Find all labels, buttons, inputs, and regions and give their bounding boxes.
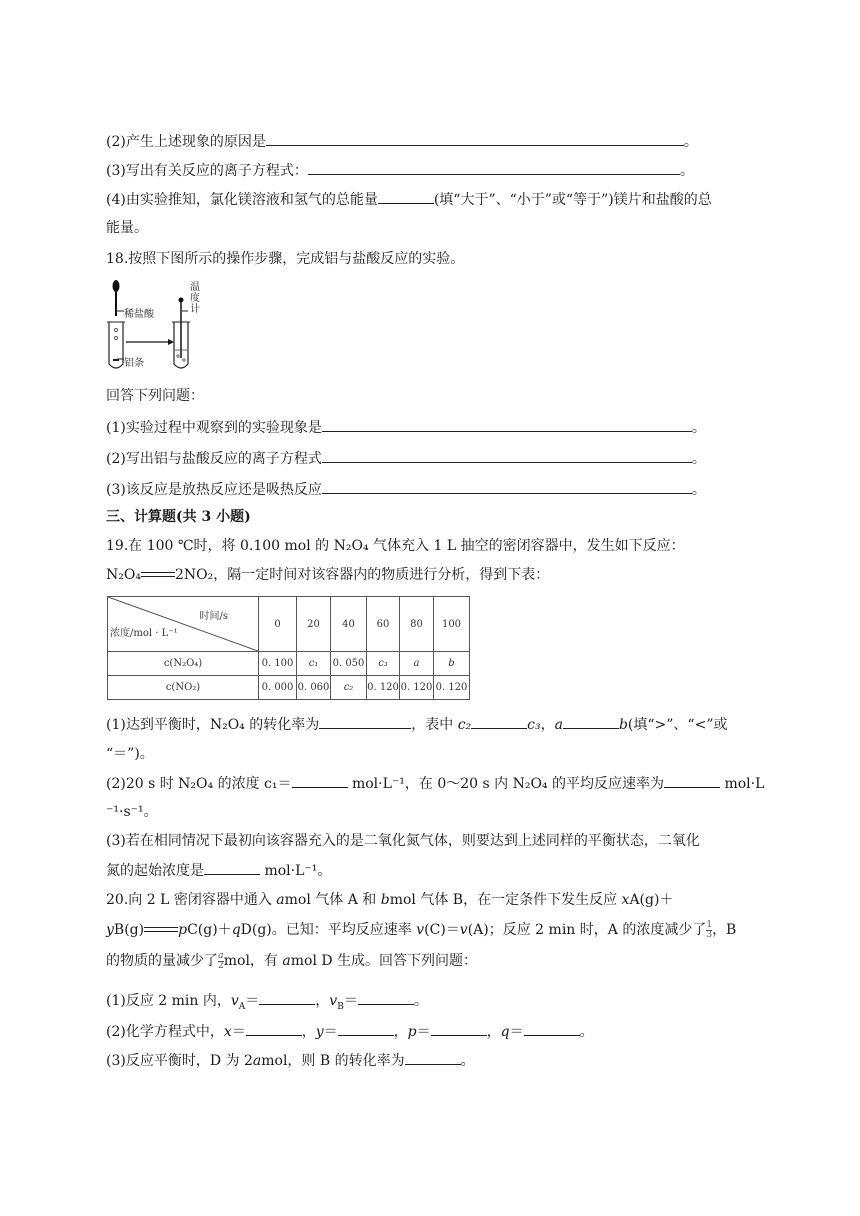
table-cell: a bbox=[400, 652, 434, 676]
q18-part2: (2)写出铝与盐酸反应的离子方程式 。 bbox=[106, 448, 706, 469]
q20-line3: 的物质的量减少了 $\frac{a}{2}$ mol，有 amol D 生成。回答下列问题： bbox=[106, 950, 478, 971]
table-cell: b bbox=[434, 652, 470, 676]
answer-blank[interactable] bbox=[259, 990, 315, 1005]
table-row bbox=[108, 676, 470, 700]
table-header-cell: 100 bbox=[434, 597, 470, 652]
q17-part2: (2)产生上述现象的原因是 。 bbox=[106, 131, 698, 152]
q19-part1: (1)达到平衡时，N₂O₄ 的转化率为 ，表中 c₂ c₃，a b(填“>”、“<”或 bbox=[106, 714, 727, 735]
answer-blank[interactable] bbox=[405, 1050, 461, 1065]
answer-blank[interactable] bbox=[664, 773, 720, 788]
answer-blank[interactable] bbox=[266, 131, 684, 146]
answer-blank[interactable] bbox=[524, 1021, 580, 1036]
answer-blank[interactable] bbox=[204, 860, 260, 875]
q18-part1: (1)实验过程中观察到的实验现象是 。 bbox=[106, 417, 706, 438]
answer-blank[interactable] bbox=[292, 773, 348, 788]
table-header-cell: 0 bbox=[259, 597, 297, 652]
fraction-a-over-2: $\frac{a}{2}$ bbox=[218, 950, 224, 971]
q17-part4-cont: 能量。 bbox=[106, 220, 148, 236]
answer-blank[interactable] bbox=[338, 1021, 394, 1036]
section-heading: 三、计算题(共 3 小题) bbox=[106, 509, 251, 525]
q20-part3: (3)反应平衡时，D 为 2amol，则 B 的转化率为 。 bbox=[106, 1050, 475, 1071]
q20-line2: yB(g) pC(g)＋qD(g)。已知：平均反应速率 v(C)＝v(A)；反应 2 min 时，A 的浓度减少了 $\frac{1}{3}$ ，B bbox=[106, 919, 737, 940]
answer-blank[interactable] bbox=[322, 448, 692, 463]
table-header-cell: 40 bbox=[331, 597, 367, 652]
table-cell: 0. 120 bbox=[400, 676, 434, 700]
answer-blank[interactable] bbox=[308, 160, 680, 175]
experiment-figure bbox=[104, 278, 204, 378]
table-cell: c₃ bbox=[367, 652, 400, 676]
table-cell: 0. 050 bbox=[331, 652, 367, 676]
answer-blank[interactable] bbox=[246, 1021, 302, 1036]
label-dilute-hcl: 稀盐酸 bbox=[124, 309, 154, 320]
q18-answer-prompt: 回答下列问题： bbox=[106, 388, 204, 404]
fraction-one-third: $\frac{1}{3}$ bbox=[706, 919, 713, 940]
header-time: 时间/s bbox=[199, 611, 228, 622]
answer-blank[interactable] bbox=[563, 714, 619, 729]
q19-part2: (2)20 s 时 N₂O₄ 的浓度 c₁＝ mol·L⁻¹，在 0～20 s 内 N₂O₄ 的平均反应速率为 mol·L bbox=[106, 773, 764, 794]
answer-blank[interactable] bbox=[319, 714, 411, 729]
label-thermometer: 温度计 bbox=[190, 282, 200, 315]
table-header-cell: 20 bbox=[297, 597, 331, 652]
table-cell: 0. 060 bbox=[297, 676, 331, 700]
q20-line1: 20.向 2 L 密闭容器中通入 amol 气体 A 和 bmol 气体 B，在一定条件下发生反应 xA(g)＋ bbox=[106, 892, 674, 908]
row-label: c(N₂O₄) bbox=[108, 652, 259, 676]
equilibrium-arrow-icon bbox=[144, 926, 178, 934]
header-concentration: 浓度/mol · L⁻¹ bbox=[110, 628, 178, 639]
q20-part1: (1)反应 2 min 内，$v_A=$ ，$v_B=$ 。 bbox=[106, 990, 428, 1011]
row-label: c(NO₂) bbox=[108, 676, 259, 700]
answer-blank[interactable] bbox=[471, 714, 527, 729]
data-table bbox=[107, 596, 470, 700]
q17-part4: (4)由实验推知，氯化镁溶液和氢气的总能量 (填“大于”、“小于”或“等于”)镁片和盐酸的总 bbox=[106, 189, 712, 210]
experiment-diagram bbox=[104, 278, 204, 378]
q17-part3: (3)写出有关反应的离子方程式： 。 bbox=[106, 160, 694, 181]
table-cell: 0. 120 bbox=[367, 676, 400, 700]
table-row bbox=[108, 652, 470, 676]
q19-line2: N₂O₄ 2NO₂，隔一定时间对该容器内的物质进行分析，得到下表： bbox=[106, 567, 550, 583]
table-corner-header bbox=[108, 597, 259, 652]
q19-part3: (3)若在相同情况下最初向该容器充入的是二氧化氮气体，则要达到上述同样的平衡状态，二氧化 bbox=[106, 833, 700, 849]
answer-blank[interactable] bbox=[322, 479, 692, 494]
table-header-cell: 80 bbox=[400, 597, 434, 652]
table-cell: 0. 120 bbox=[434, 676, 470, 700]
q19-line1: 19.在 100 ℃时，将 0.100 mol 的 N₂O₄ 气体充入 1 L 抽空的密闭容器中，发生如下反应： bbox=[106, 538, 685, 554]
table-cell: c₁ bbox=[297, 652, 331, 676]
answer-blank[interactable] bbox=[358, 990, 414, 1005]
answer-blank[interactable] bbox=[431, 1021, 487, 1036]
table-cell: 0. 100 bbox=[259, 652, 297, 676]
table-cell: c₂ bbox=[331, 676, 367, 700]
q20-part2: (2)化学方程式中，x＝ ，y＝ ，p＝ ，q＝ 。 bbox=[106, 1021, 594, 1042]
q18-title: 18.按照下图所示的操作步骤，完成铝与盐酸反应的实验。 bbox=[106, 251, 465, 267]
q19-part2-cont: ⁻¹·s⁻¹。 bbox=[106, 804, 158, 820]
q19-part3-cont: 氮的起始浓度是 mol·L⁻¹。 bbox=[106, 860, 331, 881]
dropper-bulb-icon bbox=[113, 280, 120, 292]
q18-part3: (3)该反应是放热反应还是吸热反应 。 bbox=[106, 479, 706, 500]
thermometer-icon bbox=[179, 298, 184, 303]
answer-blank[interactable] bbox=[322, 417, 692, 432]
label-aluminum-strip: 铝条 bbox=[124, 358, 144, 369]
equilibrium-arrow-icon bbox=[141, 571, 175, 579]
table-header-cell: 60 bbox=[367, 597, 400, 652]
table-cell: 0. 000 bbox=[259, 676, 297, 700]
q19-part1-cont: “＝”)。 bbox=[106, 746, 154, 762]
answer-blank[interactable] bbox=[378, 189, 434, 204]
